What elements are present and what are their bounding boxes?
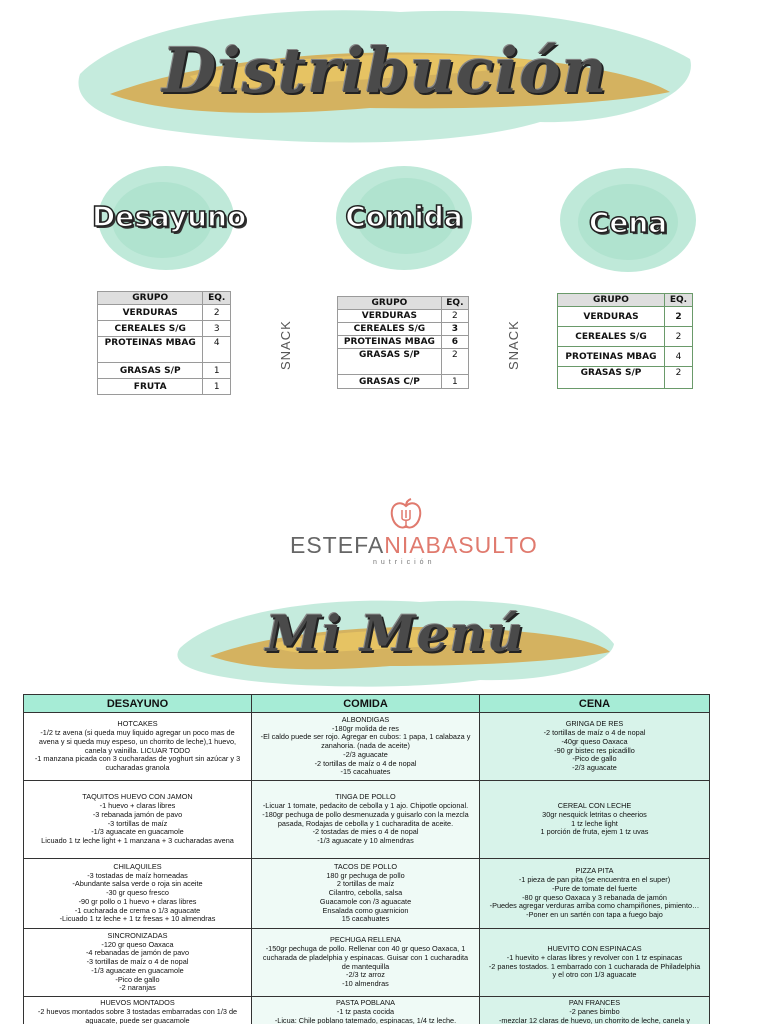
col-header-group: GRUPO (98, 292, 203, 305)
group-cell: PROTEINAS MBAG (558, 347, 665, 367)
dish-name: ALBONDIGAS (341, 714, 390, 724)
col-header-group: GRUPO (558, 294, 665, 307)
dish-description: -1 tz pasta cocida -Licua: Chile poblano tatemado, espinacas, 1/4 tz leche. (274, 1006, 457, 1024)
menu-row (24, 859, 710, 929)
title-banner (70, 4, 700, 154)
group-cell: PROTEINAS MBAG (338, 336, 442, 349)
dish-name: PECHUGA RELLENA (330, 935, 401, 945)
dish-cell (252, 781, 480, 859)
dish-name: HUEVOS MONTADOS (100, 998, 175, 1007)
dish-description: -2 panes bimbo -mezclar 12 claras de huevo, un chorrito de leche, canela y (498, 1006, 691, 1024)
meal-header-desayuno (92, 160, 247, 278)
group-cell: CEREALES S/G (338, 323, 442, 336)
menu-title: Mi Menú (265, 604, 525, 663)
dish-cell (252, 929, 480, 997)
meal-title: Cena (588, 206, 668, 239)
group-cell: GRASAS S/P (558, 367, 665, 389)
dish-name: TINGA DE POLLO (335, 792, 396, 802)
group-cell: CEREALES S/G (98, 321, 203, 337)
group-cell: GRASAS S/P (98, 363, 203, 379)
dish-description: 30gr nesquick letritas o cheerios 1 tz leche light 1 porción de fruta, ejem 1 tz uvas (540, 809, 649, 837)
dish-cell (24, 929, 252, 997)
dish-cell (480, 859, 710, 929)
meal-title: Comida (345, 200, 463, 233)
eq-cell: 6 (441, 336, 468, 349)
dish-description: -150gr pechuga de pollo. Rellenar con 40 gr queso Oaxaca, 1 cucharada de pladelphia y espinacas. Guisar con 1 cucharadita de mantequilla -2/3 tz arroz -10 almendras (262, 943, 469, 989)
eq-cell: 1 (203, 379, 231, 395)
dish-description: -Licuar 1 tomate, pedacito de cebolla y 1 ajo. Chipotle opcional. -180gr pechuga de pollo desmenuzada y guisarlo con la mezcla pasada, Rodajas de cebolla y 1 cucharadita de aceite. -2 tostadas de mies o 4 de nopal -1/3 aguacate y 10 almendras (262, 800, 469, 846)
dish-description: -180gr molida de res -El caldo puede ser rojo. Agregar en cubos: 1 papa, 1 calabaza y zanahoria. (nada de aceite) -2/3 aguacate -2 tortillas de maíz o 4 de nopal -15 cacahuates (260, 723, 471, 777)
menu-header-desayuno: DESAYUNO (24, 695, 252, 713)
dish-name: PASTA POBLANA (336, 998, 395, 1007)
dish-description: -2 tortillas de maíz o 4 de nopal -40gr queso Oaxaca -90 gr bistec res picadillo -Pico de gallo -2/3 aguacate (543, 727, 646, 773)
dish-cell (480, 781, 710, 859)
col-header-eq: EQ. (441, 297, 468, 310)
dish-cell (24, 713, 252, 781)
dish-cell (24, 997, 252, 1024)
snack-label: SNACK (506, 320, 521, 370)
equivalents-table-comida (337, 296, 469, 389)
group-cell: FRUTA (98, 379, 203, 395)
equivalents-table-cena (557, 293, 693, 389)
dish-description: -1 huevo + claras libres -3 rebanada jamón de pavo -3 tortillas de maíz -1/3 aguacate en guacamole Licuado 1 tz leche light + 1 manzana + 3 cucharadas avena (41, 800, 234, 846)
eq-cell: 2 (664, 327, 692, 347)
equivalents-table-desayuno (97, 291, 231, 395)
menu-row (24, 781, 710, 859)
dish-name: HUEVITO CON ESPINACAS (547, 943, 642, 953)
dish-name: CHILAQUILES (113, 861, 162, 871)
eq-cell: 3 (441, 323, 468, 336)
menu-row (24, 713, 710, 781)
dish-description: -1 huevito + claras libres y revolver con 1 tz espinacas -2 panes tostados. 1 embarrado con 1 cucharada de Philadelphia y el otro con 1/3 aguacate (488, 952, 701, 980)
dish-name: GRINGA DE RES (565, 719, 624, 729)
dish-description: -2 huevos montados sobre 3 tostadas embarradas con 1/3 de aguacate, puede ser guacamole (37, 1006, 238, 1024)
eq-cell: 2 (664, 307, 692, 327)
col-header-group: GRUPO (338, 297, 442, 310)
meal-title: Desayuno (92, 200, 247, 233)
dish-name: HOTCAKES (117, 719, 158, 729)
group-cell: VERDURAS (338, 310, 442, 323)
eq-cell: 4 (203, 337, 231, 363)
menu-title-banner (170, 586, 620, 690)
dish-name: CEREAL CON LECHE (557, 800, 632, 810)
dish-cell (252, 859, 480, 929)
eq-cell: 3 (203, 321, 231, 337)
eq-cell: 2 (441, 349, 468, 375)
snack-label: SNACK (278, 320, 293, 370)
dish-cell (24, 781, 252, 859)
menu-header-comida: COMIDA (252, 695, 480, 713)
menu-header-cena: CENA (480, 695, 710, 713)
dish-description: -120 gr queso Oaxaca -4 rebanadas de jamón de pavo -3 tortillas de maíz o 4 de nopal -1/3 aguacate en guacamole -Pico de gallo -2 naranjas (85, 939, 190, 993)
brand-logo (290, 498, 538, 570)
group-cell: GRASAS C/P (338, 375, 442, 389)
dish-name: PIZZA PITA (575, 866, 614, 876)
dish-description: -1/2 tz avena (si queda muy liquido agregar un poco mas de avena y si queda muy espeso, un chorrito de leche),1 huevo, canela y vainilla. LICUAR TODO -1 manzana picada con 3 cucharadas de yoghurt sin azúcar y 3 cucharadas granola (34, 727, 241, 773)
dish-cell (480, 997, 710, 1024)
dish-cell (480, 713, 710, 781)
dish-description: 180 gr pechuga de pollo 2 tortillas de maíz Cilantro, cebolla, salsa Guacamole con /3 aguacate Ensalada como guarnicion 15 cacahuates (319, 870, 412, 924)
eq-cell: 2 (441, 310, 468, 323)
brand-name-part: BASULTO (425, 532, 538, 558)
meal-header-cena (554, 160, 702, 278)
dish-name: SINCRONIZADAS (107, 930, 168, 940)
brand-subtitle: nutrición (373, 559, 436, 566)
eq-cell: 1 (441, 375, 468, 389)
brand-name (290, 532, 538, 559)
group-cell: PROTEINAS MBAG (98, 337, 203, 363)
brand-name-highlight: NIA (384, 532, 426, 558)
page-title: Distribución (162, 34, 608, 107)
group-cell: GRASAS S/P (338, 349, 442, 375)
dish-description: -3 tostadas de maíz horneadas -Abundante salsa verde o roja sin aceite -30 gr queso fresco -90 gr pollo o 1 huevo + claras libres -1 cucharada de crema o 1/3 aguacate -Licuado 1 tz leche + 1 tz fresas + 10 almendras (59, 870, 216, 924)
apple-fork-icon (386, 498, 426, 534)
meal-header-comida (330, 160, 478, 278)
brand-name-part: ESTEFA (290, 532, 385, 558)
menu-row (24, 997, 710, 1024)
group-cell: VERDURAS (98, 305, 203, 321)
eq-cell: 2 (664, 367, 692, 389)
col-header-eq: EQ. (664, 294, 692, 307)
menu-table (23, 694, 710, 1024)
dish-cell (252, 997, 480, 1024)
eq-cell: 2 (203, 305, 231, 321)
group-cell: VERDURAS (558, 307, 665, 327)
eq-cell: 4 (664, 347, 692, 367)
dish-cell (480, 929, 710, 997)
col-header-eq: EQ. (203, 292, 231, 305)
dish-name: TACOS DE POLLO (333, 861, 398, 871)
group-cell: CEREALES S/G (558, 327, 665, 347)
eq-cell: 1 (203, 363, 231, 379)
dish-name: TAQUITOS HUEVO CON JAMON (82, 792, 193, 802)
dish-description: -1 pieza de pan pita (se encuentra en el super) -Pure de tomate del fuerte -80 gr queso Oaxaca y 3 rebanada de jamón -Puedes agregar verduras arriba como champiñones, pimiento… -Poner en un sartén con tapa a fuego bajo (489, 874, 700, 920)
dish-cell (24, 859, 252, 929)
menu-row (24, 929, 710, 997)
dish-cell (252, 713, 480, 781)
dish-name: PAN FRANCES (568, 998, 621, 1007)
